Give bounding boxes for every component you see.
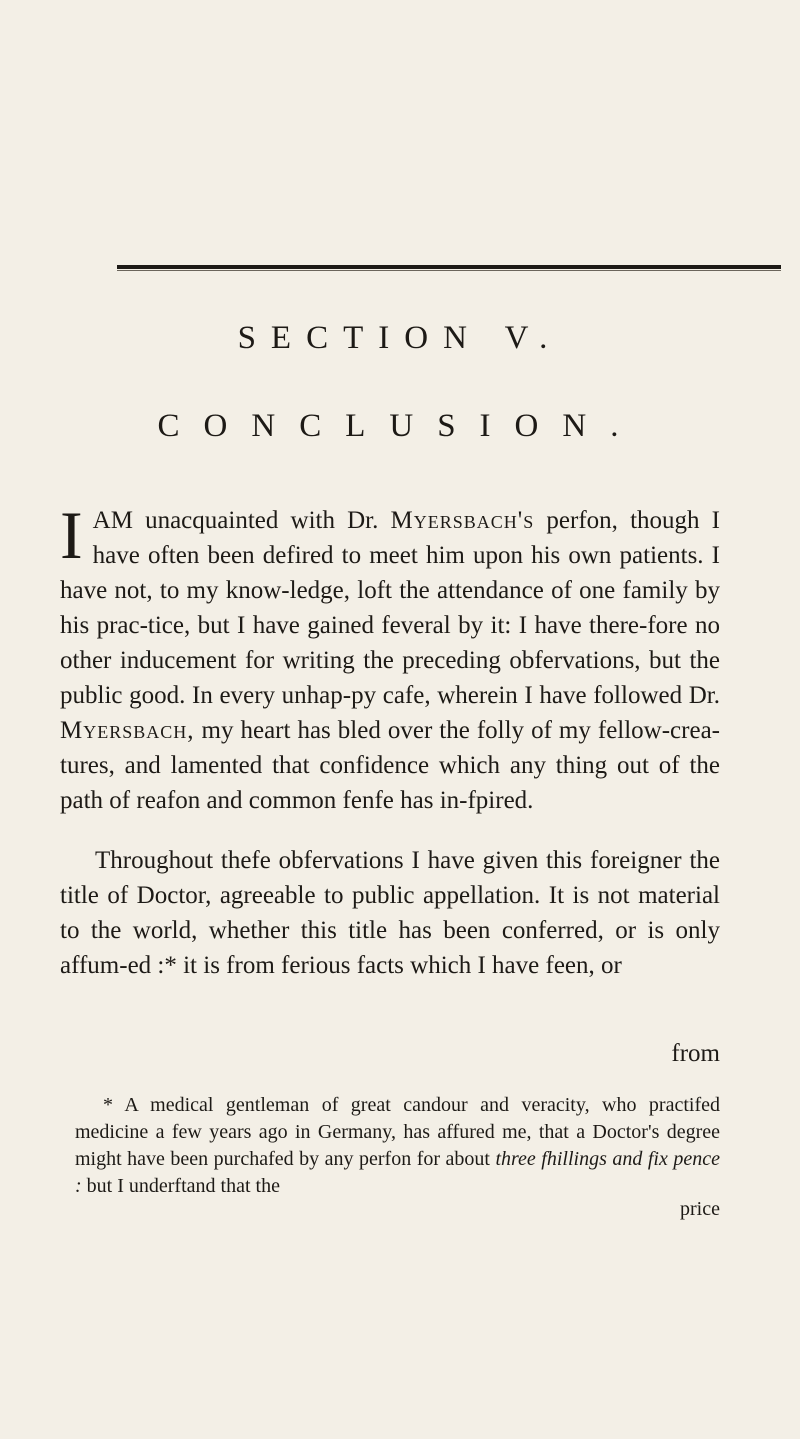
header-rule-thin	[117, 270, 781, 271]
paragraph-1-text-a: AM unacquainted with Dr.	[92, 507, 391, 534]
name-myersbach-1: Myersbach's	[390, 507, 535, 534]
section-title: SECTION V.	[237, 320, 563, 356]
catchword: from	[671, 1040, 720, 1067]
footnote	[75, 1092, 720, 1200]
paragraph-1	[60, 497, 720, 818]
name-myersbach-2: Myersbach,	[60, 717, 195, 744]
header-rule	[117, 265, 781, 269]
footnote-text-b: but I underftand that the	[81, 1175, 280, 1197]
conclusion-title: CONCLUSION.	[157, 408, 643, 444]
paragraph-1-text-b: perfon, though I have often been defired to meet him upon his own patients. I have not, to my know-ledge, loft the attendance of one family by his prac-tice, but I have gained feveral by it: I have there-fore no other inducement for writing the preceding obfervations, but the public good. In every unhap-py cafe, wherein I have followed Dr.	[60, 507, 720, 709]
footnote-italic: three fhillings and fix pence :	[75, 1148, 720, 1197]
footnote-catchword: price	[680, 1198, 720, 1220]
paragraph-2: Throughout thefe obfervations I have given this foreigner the title of Doctor, agreeable to public appellation. It is not material to the world, whether this title has been conferred, or is only affum-ed :* it is from ferious facts which I have feen, or	[60, 847, 720, 979]
drop-cap: I	[60, 497, 83, 573]
footnote-text-a: * A medical gentleman of great candour and veracity, who practifed medicine a few years ago in Germany, has affured me, that a Doctor's degree might have been purchafed by any perfon for about	[75, 1094, 720, 1170]
paragraph-1-text-c: my heart has bled over the folly of my fellow-crea-tures, and lamented that confidence which any thing out of the path of reafon and common fenfe has in-fpired.	[60, 717, 720, 814]
